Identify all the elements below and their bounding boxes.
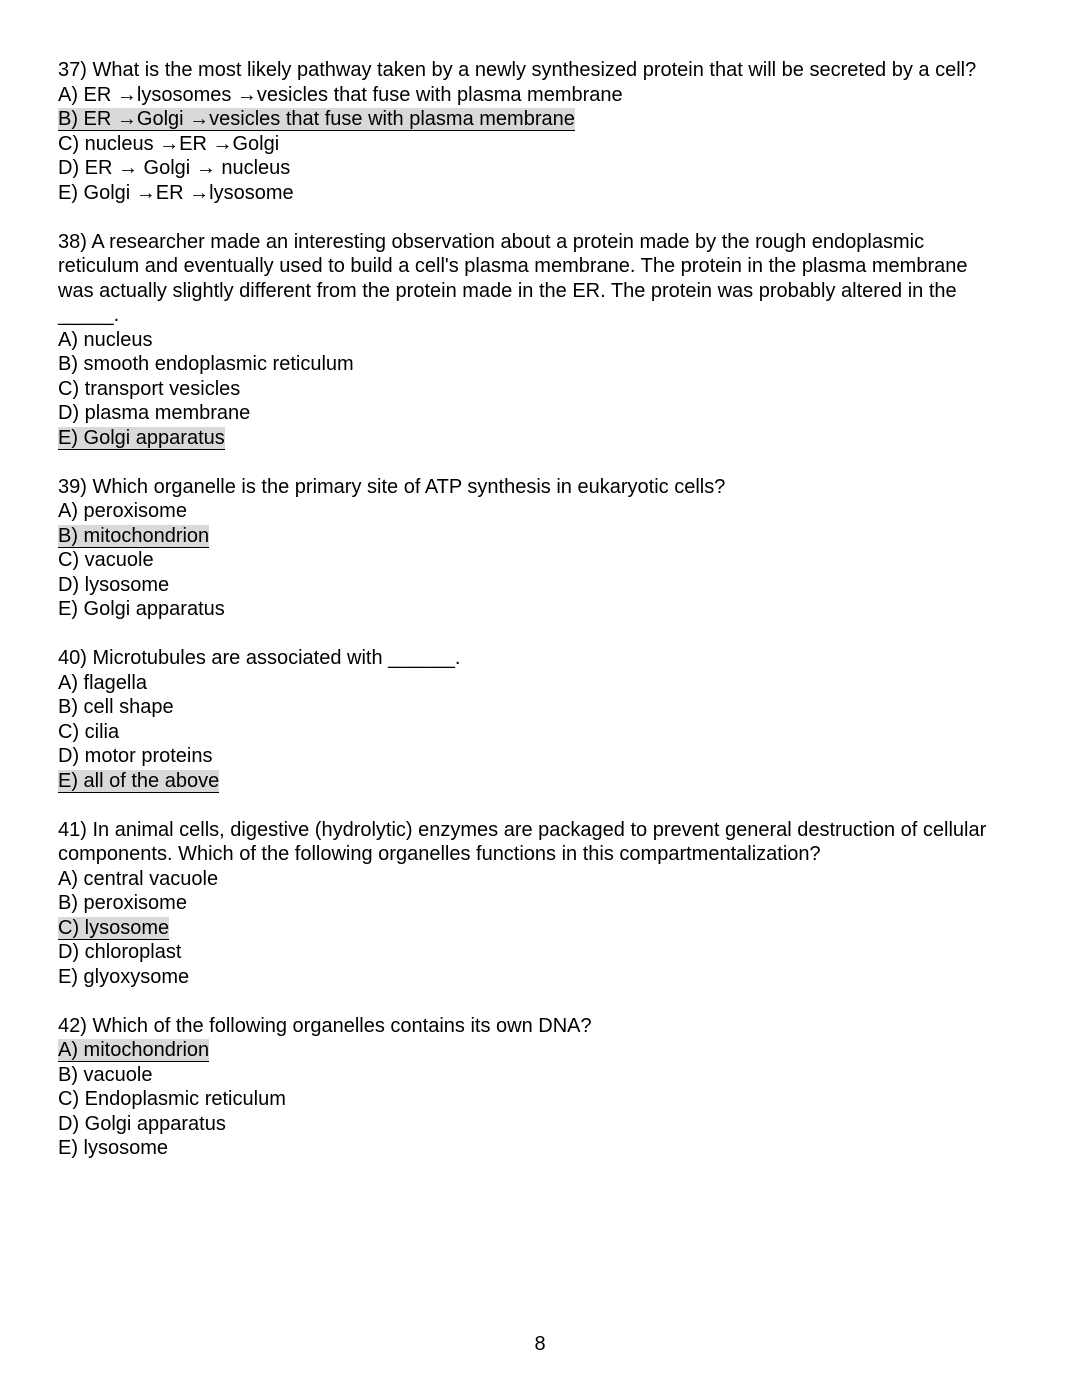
- option-text: D) Golgi apparatus: [58, 1112, 226, 1135]
- answer-option[interactable]: [58, 83, 1008, 108]
- option-text: E) all of the above: [58, 769, 220, 792]
- answer-option[interactable]: [58, 352, 1008, 377]
- option-list: [58, 328, 1008, 451]
- answer-option[interactable]: [58, 1087, 1008, 1112]
- answer-option[interactable]: [58, 597, 1008, 622]
- option-text: C) vacuole: [58, 549, 154, 571]
- question-stem: 38) A researcher made an interesting observation about a protein made by the rough endoplasmic reticulum and eventually used to build a cell's plasma membrane. The protein in the plasma membrane was actually slightly different from the protein made in the ER. The protein was probably altered in the _____.: [58, 230, 974, 326]
- option-text: B) peroxisome: [58, 892, 187, 914]
- answer-option[interactable]: [58, 720, 1008, 745]
- option-text: D) lysosome: [58, 573, 170, 596]
- option-text: E) Golgi apparatus: [58, 598, 225, 620]
- option-text: A) ER →lysosomes →vesicles that fuse with plasma membrane: [58, 83, 623, 106]
- option-text: B) mitochondrion: [58, 524, 210, 547]
- option-text: A) flagella: [58, 671, 147, 694]
- answer-option[interactable]: [58, 181, 1008, 206]
- option-text: A) mitochondrion: [58, 1039, 210, 1061]
- answer-option[interactable]: [58, 744, 1008, 769]
- question-block: [58, 646, 1008, 793]
- answer-option[interactable]: [58, 573, 1008, 598]
- option-text: E) lysosome: [58, 1137, 169, 1159]
- option-text: C) transport vesicles: [58, 377, 241, 400]
- question-block: [58, 230, 1008, 451]
- option-text: B) ER →Golgi →vesicles that fuse with plasma membrane: [58, 108, 575, 130]
- answer-option[interactable]: [58, 671, 1008, 696]
- question-block: [58, 475, 1008, 622]
- option-list: [58, 83, 1008, 206]
- answer-option[interactable]: [58, 401, 1008, 426]
- option-text: D) ER → Golgi → nucleus: [58, 157, 291, 179]
- option-text: C) nucleus →ER →Golgi: [58, 132, 280, 155]
- answer-option[interactable]: [58, 328, 1008, 353]
- option-text: B) smooth endoplasmic reticulum: [58, 353, 354, 375]
- question-stem: 41) In animal cells, digestive (hydrolytic) enzymes are packaged to prevent general destruction of cellular components. Which of the following organelles functions in this compartmentalization?: [58, 818, 992, 865]
- option-text: B) vacuole: [58, 1063, 153, 1086]
- option-text: C) cilia: [58, 720, 120, 743]
- answer-option[interactable]: [58, 377, 1008, 402]
- option-text: D) chloroplast: [58, 941, 182, 963]
- option-text: C) lysosome: [58, 916, 170, 939]
- answer-option-highlighted[interactable]: [58, 426, 1008, 451]
- option-text: A) peroxisome: [58, 500, 187, 522]
- question-list: [58, 58, 1008, 1185]
- answer-option[interactable]: [58, 156, 1008, 181]
- question-stem: 37) What is the most likely pathway taken by a newly synthesized protein that will be secreted by a cell?: [58, 59, 977, 81]
- answer-option[interactable]: [58, 132, 1008, 157]
- option-text: A) nucleus: [58, 328, 153, 351]
- answer-option[interactable]: [58, 1136, 1008, 1161]
- option-text: D) plasma membrane: [58, 402, 251, 424]
- option-list: [58, 1038, 1008, 1161]
- option-text: C) Endoplasmic reticulum: [58, 1088, 286, 1110]
- answer-option[interactable]: [58, 891, 1008, 916]
- option-text: E) Golgi apparatus: [58, 426, 225, 449]
- question-stem: 40) Microtubules are associated with ______.: [58, 647, 461, 669]
- answer-option-highlighted[interactable]: [58, 916, 1008, 941]
- option-list: [58, 499, 1008, 622]
- answer-option[interactable]: [58, 940, 1008, 965]
- answer-option-highlighted[interactable]: [58, 524, 1008, 549]
- question-block: [58, 58, 1008, 205]
- answer-option-highlighted[interactable]: [58, 107, 1008, 132]
- option-list: [58, 671, 1008, 794]
- question-stem: 42) Which of the following organelles contains its own DNA?: [58, 1014, 592, 1037]
- option-text: B) cell shape: [58, 696, 174, 718]
- option-text: E) glyoxysome: [58, 965, 190, 988]
- option-list: [58, 867, 1008, 990]
- answer-option[interactable]: [58, 965, 1008, 990]
- question-block: [58, 1014, 1008, 1161]
- question-block: [58, 818, 1008, 990]
- answer-option-highlighted[interactable]: [58, 1038, 1008, 1063]
- question-stem: 39) Which organelle is the primary site of ATP synthesis in eukaryotic cells?: [58, 475, 726, 498]
- answer-option-highlighted[interactable]: [58, 769, 1008, 794]
- option-text: A) central vacuole: [58, 867, 219, 890]
- page-number: 8: [534, 1333, 546, 1355]
- answer-option[interactable]: [58, 1063, 1008, 1088]
- answer-option[interactable]: [58, 695, 1008, 720]
- answer-option[interactable]: [58, 867, 1008, 892]
- option-text: E) Golgi →ER →lysosome: [58, 181, 294, 204]
- answer-option[interactable]: [58, 1112, 1008, 1137]
- answer-option[interactable]: [58, 499, 1008, 524]
- option-text: D) motor proteins: [58, 745, 213, 767]
- answer-option[interactable]: [58, 548, 1008, 573]
